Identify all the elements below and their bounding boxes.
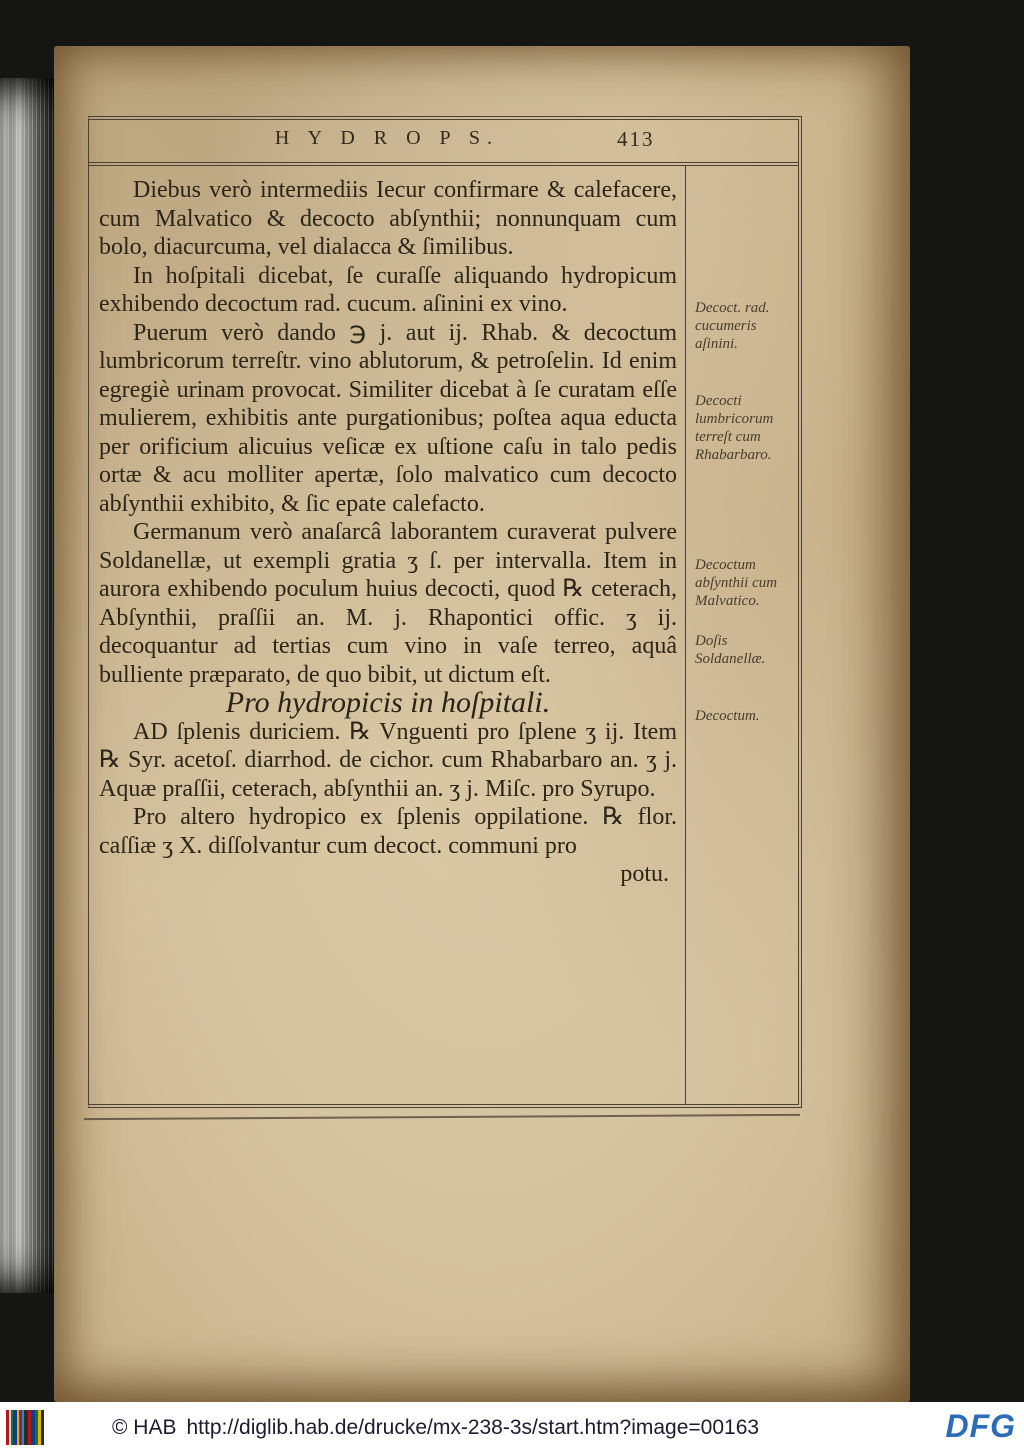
page-number: 413 xyxy=(617,127,655,151)
running-header: H Y D R O P S. xyxy=(274,127,500,149)
color-calibration-icon xyxy=(6,1410,44,1445)
dfg-logo: DFG xyxy=(945,1408,1016,1444)
copyright-label: © HAB xyxy=(112,1416,177,1439)
body-paragraph: Pro altero hydropico ex ſplenis oppilatione. ℞ flor. caſſiæ ʒ X. diſſolvantur cum decoct. communi pro xyxy=(99,804,677,859)
text-frame xyxy=(88,116,802,1108)
body-paragraph: AD ſplenis duriciem. ℞ Vnguenti pro ſplene ʒ ij. Item ℞ Syr. acetoſ. diarrhod. de cichor. cum Rhabarbaro an. ʒ j. Aquæ praſſii, ceterach, abſynthii an. ʒ j. Miſc. pro Syrupo. xyxy=(99,718,677,802)
page-header xyxy=(89,120,798,166)
body-paragraph: Puerum verò dando ℈ j. aut ij. Rhab. & decoctum lumbricorum terreſtr. vino ablutorum, & petroſelin. Id enim egregiè urinam provocat. Similiter dicebat à ſe curatam eſſe mulierem, exhibitis ante purgationibus; poſtea aqua educta per orificium alicuius veſicæ ex uſtione caſu in talo pedis ortæ & acu molliter apertæ, ſolo malvatico cum decocto abſynthii exhibito, & ſic epate calefacto. xyxy=(99,319,677,517)
source-line xyxy=(112,1402,759,1453)
paragraph-last-word: potu. xyxy=(620,861,669,887)
marginalia-column xyxy=(693,166,793,1104)
body-paragraph: Germanum verò anaſarcâ laborantem curaverat pulvere Soldanellæ, ut exempli gratia ʒ ſ. per intervalla. Item in aurora exhibendo poculum huius decocti, quod ℞ ceterach, Abſynthii, praſſii an. M. j. Rhapontici offic. ʒ ij. decoquantur ad tertias cum vino in vaſe terreo, aquâ bulliente præparato, de quo bibit, ut dictum eſt. xyxy=(99,519,677,688)
margin-note: Decoct. rad. cucumeris aſinini. xyxy=(695,300,770,352)
body-paragraph: Diebus verò intermediis Iecur confirmare & calefacere, cum Malvatico & decocto abſynthii; nonnunquam cum bolo, diacurcuma, vel dialacca & ſimilibus. xyxy=(99,177,677,260)
main-text-column xyxy=(99,176,677,889)
source-url: http://diglib.hab.de/drucke/mx-238-3s/start.htm?image=00163 xyxy=(186,1416,760,1439)
margin-note: Decocti lumbricorum terreſt cum Rhabarbaro. xyxy=(695,393,774,463)
section-heading: Pro hydropicis in hoſpitali. xyxy=(225,686,551,719)
body-paragraph: In hoſpitali dicebat, ſe curaſſe aliquando hydropicum exhibendo decoctum rad. cucum. aſinini ex vino. xyxy=(99,262,677,317)
footer-bar xyxy=(0,1402,1024,1453)
margin-note: Decoctum abſynthii cum Malvatico. xyxy=(695,557,778,609)
book-edge xyxy=(0,78,54,1293)
margin-note: Decoctum. xyxy=(695,708,760,724)
bottom-rule-flourish xyxy=(84,1114,800,1120)
book-page xyxy=(54,46,910,1402)
margin-note: Doſis Soldanellæ. xyxy=(695,633,766,667)
margin-divider-rule xyxy=(685,166,686,1104)
